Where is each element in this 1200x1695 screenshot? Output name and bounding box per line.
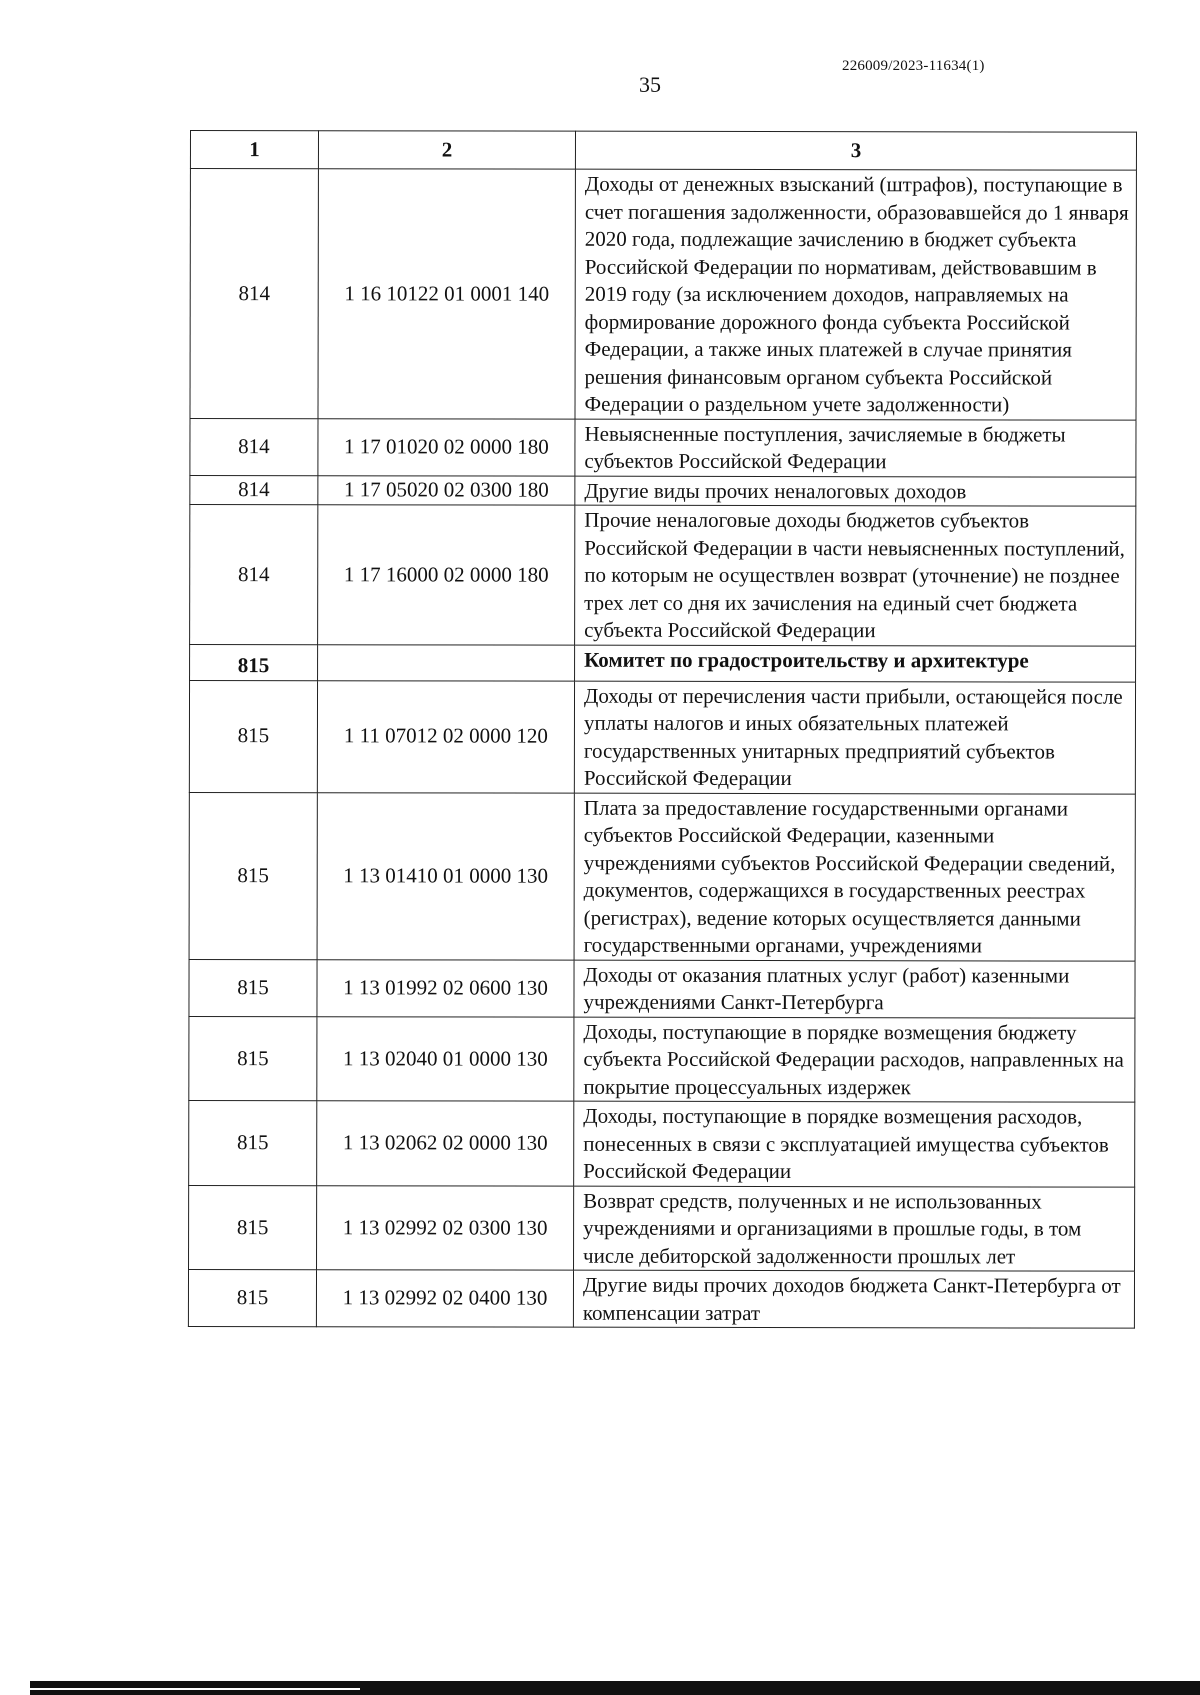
table-body [188, 169, 1136, 1329]
revenue-description-cell: Доходы от оказания платных услуг (работ) казенными учреждениями Санкт-Петербурга [574, 960, 1135, 1018]
section-header-row [190, 644, 1136, 682]
administrator-name-cell: Комитет по градостроительству и архитектуре [575, 645, 1136, 682]
table-header-row [190, 131, 1136, 171]
administrator-code-cell: 814 [190, 169, 318, 419]
revenue-code-cell: 1 17 01020 02 0000 180 [318, 418, 575, 475]
administrator-code-cell: 815 [189, 792, 317, 959]
revenue-description-cell: Доходы, поступающие в порядке возмещения расходов, понесенных в связи с эксплуатацией имущества субъектов Российской Федерации [574, 1101, 1135, 1186]
administrator-code-cell: 815 [189, 1100, 317, 1185]
revenue-description-cell: Невыясненные поступления, зачисляемые в бюджеты субъектов Российской Федерации [575, 419, 1136, 477]
column-header-1: 1 [190, 131, 318, 169]
scan-edge-line [30, 1688, 360, 1690]
budget-revenue-table [188, 130, 1137, 1329]
revenue-description-cell: Другие виды прочих доходов бюджета Санкт-Петербурга от компенсации затрат [573, 1270, 1134, 1328]
administrator-code-cell: 815 [188, 1269, 316, 1326]
administrator-code-cell: 815 [189, 959, 317, 1016]
page-number: 35 [639, 72, 661, 97]
revenue-code-cell: 1 13 02040 01 0000 130 [317, 1016, 574, 1101]
revenue-code-cell [318, 644, 575, 680]
table-row [188, 1269, 1134, 1328]
table-row [189, 680, 1135, 794]
table-row [189, 1016, 1135, 1102]
table-row [190, 505, 1136, 646]
column-header-3: 3 [575, 131, 1136, 170]
revenue-description-cell: Доходы от денежных взысканий (штрафов), поступающие в счет погашения задолженности, образовавшейся до 1 января 2020 года, подлежащие зачислению в бюджет субъекта Российской Федерации по нормативам, действовавшим в 2019 году (за исключением доходов, направляемых на формирование дорожного фонда субъекта Российской Федерации, а также иных платежей в случае принятия решения финансовым органом субъекта Российской Федерации о раздельном учете задолженности) [575, 169, 1136, 419]
table-row [190, 418, 1136, 477]
table-row [189, 792, 1135, 961]
revenue-code-cell: 1 17 05020 02 0300 180 [318, 475, 575, 505]
table-row [190, 169, 1136, 420]
administrator-code-cell: 814 [190, 418, 318, 475]
table-row [189, 1185, 1135, 1271]
table-row [189, 1100, 1135, 1186]
revenue-code-cell: 1 17 16000 02 0000 180 [318, 505, 575, 645]
administrator-code-cell: 815 [190, 644, 318, 680]
table-row [190, 475, 1136, 506]
revenue-code-cell: 1 11 07012 02 0000 120 [317, 680, 574, 792]
column-header-2: 2 [318, 131, 575, 169]
revenue-code-cell: 1 13 02992 02 0400 130 [316, 1270, 573, 1327]
revenue-description-cell: Доходы, поступающие в порядке возмещения бюджету субъекта Российской Федерации расходов, направленных на покрытие процессуальных издержек [574, 1017, 1135, 1102]
table-row [189, 959, 1135, 1018]
administrator-code-cell: 815 [189, 1185, 317, 1270]
administrator-code-cell: 815 [189, 1016, 317, 1101]
revenue-description-cell: Прочие неналоговые доходы бюджетов субъектов Российской Федерации в части невыясненных поступлений, по которым не осуществлен возврат (уточнение) не позднее трех лет со дня их зачисления на единый счет бюджета субъекта Российской Федерации [575, 505, 1136, 645]
revenue-code-cell: 1 13 02062 02 0000 130 [317, 1101, 574, 1186]
revenue-code-cell: 1 13 01992 02 0600 130 [317, 959, 574, 1016]
revenue-code-cell: 1 13 02992 02 0300 130 [317, 1185, 574, 1270]
document-registration-number: 226009/2023-11634(1) [842, 58, 985, 74]
revenue-code-cell: 1 16 10122 01 0001 140 [318, 169, 575, 419]
revenue-description-cell: Плата за предоставление государственными органами субъектов Российской Федерации, казенными учреждениями субъектов Российской Федерации сведений, документов, содержащихся в государственных реестрах (регистрах), ведение которых осуществляется данными государственными органами, учреждениями [574, 793, 1135, 961]
table-header [190, 131, 1136, 171]
administrator-code-cell: 814 [190, 475, 318, 505]
administrator-code-cell: 815 [189, 680, 317, 792]
revenue-description-cell: Другие виды прочих неналоговых доходов [575, 476, 1136, 506]
administrator-code-cell: 814 [190, 505, 318, 645]
revenue-description-cell: Возврат средств, полученных и не использованных учреждениями и организациями в прошлые годы, в том числе дебиторской задолженности прошлых лет [574, 1186, 1135, 1271]
revenue-description-cell: Доходы от перечисления части прибыли, остающейся после уплаты налогов и иных обязательных платежей государственных унитарных предприятий субъектов Российской Федерации [574, 681, 1135, 794]
revenue-code-cell: 1 13 01410 01 0000 130 [317, 792, 574, 959]
